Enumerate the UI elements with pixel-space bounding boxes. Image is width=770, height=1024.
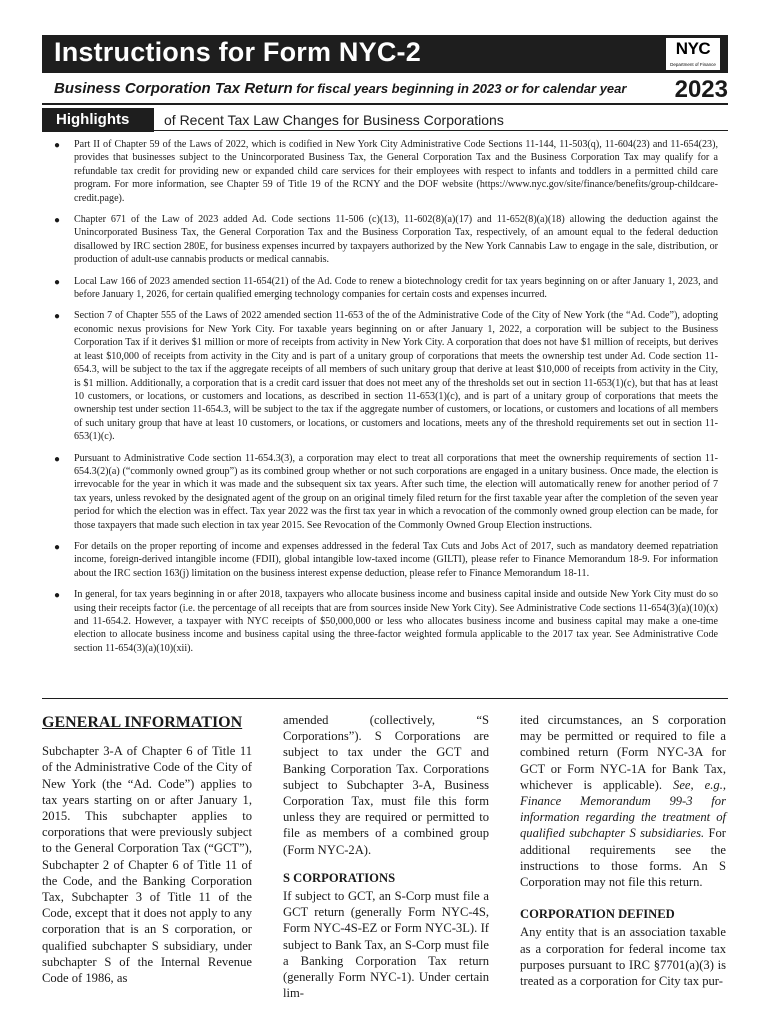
- divider: [42, 698, 728, 699]
- subtitle-row: [54, 76, 728, 104]
- section-heading-s-corporations: S CORPORATIONS: [283, 870, 396, 885]
- list-item: [52, 275, 718, 302]
- bullet-icon: ●: [54, 215, 61, 227]
- divider: [42, 103, 728, 105]
- paragraph-text: For additional requirements see the instructions to those forms. An S Corporation may not file this return.: [520, 826, 726, 890]
- list-item: [52, 588, 718, 655]
- list-item-text: Section 7 of Chapter 555 of the Laws of 2022 amended section 11-653 of the of the Administrative Code of the City of New York (the “Ad. Code”), adopting economic nexus provisions for New York City. For taxable years beginning on or after January 1, 2022, a corporation will be subject to the Business Corporation Tax if it derives $1 million or more of receipts from activity in New York City. A corporation that does not have $1 million of receipts, but derives at least $10,000 of receipts from activity in the City and is part of a unitary group of corporations that meets the ownership test under Ad. Code section 11-654.3, will be subject to the tax if the aggregate receipts of all members of such unitary group that derive at least $10,000 of receipts from activity in the City, is $1 million. Additionally, a corporation that is a credit card issuer that does not meet any of the thresholds set out in section 11-653(1)(c), but that has at least 10 customers, or locations, or customers and locations, as described in section 11-653(1)(c), and is part of a unitary group of corporations that meets the ownership test under section 11-654.3, will be subject to the tax if the aggregate number of customers, or locations, or customers and locations of all members of such unitary group that have at least 10 customers, or locations, or customers and locations, meets any of the threshold requirements set out in section 11-653(1)(c).: [74, 310, 718, 443]
- page-title: Instructions for Form NYC-2: [54, 37, 421, 67]
- list-item-text: Chapter 671 of the Law of 2023 added Ad. Code sections 11-506 (c)(13), 11-602(8)(a)(17) and 11-652(8)(a)(18) allowing the deduction against the Unincorporated Business Tax, the General Corporation Tax and the Business Corporation Tax, respectively, of an amount equal to the federal deduction disallowed by IRC section 280E, for business expenses incurred by taxpayers authorized by the New York Cannabis Law to engage in the sale, distribution, or production of adult-use cannabis products or medical cannabis.: [74, 214, 718, 266]
- section-heading-corporation-defined: CORPORATION DEFINED: [520, 907, 675, 922]
- list-item-text: Local Law 166 of 2023 amended section 11-654(21) of the Ad. Code to renew a biotechnology credit for tax years beginning on or after January 1, 2023, and before January 1, 2026, for certain qualified emerging technology companies for certain costs and expenses incurred.: [74, 275, 718, 301]
- nyc-logo: [666, 38, 720, 70]
- list-item-text: In general, for tax years beginning in or after 2018, taxpayers who allocate business income and business capital inside and outside New York City must do so using their receipts factor (i.e. the percentage of all receipts that are from sources inside New York City). See Administrative Code sections 11-654(3)(a)(10)(x) and 11-654.2. However, a taxpayer with NYC receipts of $50,000,000 or less who allocates business income and business capital may make a one-time election to allocate business income and business capital using the three-factor weighted formula applicable to the 2017 tax year. See Administrative Code section 11-654(3)(a)(10)(xii).: [74, 589, 718, 654]
- list-item-text: Part II of Chapter 59 of the Laws of 2022, which is codified in New York City Administrative Code Sections 11-144, 11-503(q), 11-604(23) and 11-654(23), provides that businesses subject to the Unincorporated Business Tax, the General Corporation Tax and the Business Corporation Tax may qualify for a refundable tax credit for providing new or expanded child care services for their employees with respect to infants and toddlers in a permitted child care program. For more information, see Chapter 59 of Title 19 of the RCNY and the DOF website (https://www.nyc.gov/site/finance/benefits/group-childcare-credit.page).: [74, 139, 718, 204]
- divider: [154, 130, 728, 131]
- paragraph: If subject to GCT, an S-Corp must file a GCT return (generally Form NYC-4S, Form NYC-4S-EZ or Form NYC-3L). If subject to Bank Tax, an S-Corp must file a Banking Corporation Tax return (generally Form NYC-1). Under certain lim-: [283, 889, 489, 1001]
- subtitle-rest: for fiscal years beginning in 2023 or for calendar year: [292, 81, 627, 96]
- bullet-icon: ●: [54, 311, 61, 323]
- logo-subtext: Department of Finance: [670, 62, 716, 67]
- highlights-header: [42, 108, 728, 132]
- logo-mark: NYC: [675, 39, 711, 58]
- column-2: [283, 712, 489, 1001]
- section-heading-general: GENERAL INFORMATION: [42, 714, 243, 731]
- subtitle: [54, 80, 626, 97]
- column-3: [520, 712, 726, 989]
- list-item-text: Pursuant to Administrative Code section 11-654.3(3), a corporation may elect to treat all corporations that meet the ownership requirements of section 11-654.3(2)(a) (“commonly owned group”) as its combined group whether or not such corporations are engaged in a unitary business. Once made, the election is irrevocable for the year in which it was made and the subsequent six tax years. After such time, the election will automatically renew for another period of 7 tax years, unless revoked by the designated agent of the group on an original timely filed return for the first taxable year after the completion of the seven year period for which the election was in effect. Tax year 2022 was the first tax year in which a revocation of the commonly owned group election can be made, for those taxpayers that made such election in tax year 2015. See Revocation of the Commonly Owned Group Election instructions.: [74, 452, 718, 531]
- bullet-icon: ●: [54, 590, 61, 602]
- subtitle-main: Business Corporation Tax Return: [54, 80, 293, 97]
- tax-year: 2023: [674, 76, 728, 103]
- list-item: [52, 138, 718, 205]
- paragraph: [520, 712, 726, 890]
- paragraph: amended (collectively, “S Corporations”). S Corporations are subject to tax under the GCT and Banking Corporation Tax. Corporations subject to Subchapter 3-A, Business Corporation Tax, must file this form unless they are required or permitted to file as members of a combined group (Form NYC-2A).: [283, 713, 489, 857]
- list-item: [52, 452, 718, 532]
- highlights-title: of Recent Tax Law Changes for Business Corporations: [164, 112, 504, 128]
- highlights-list: [52, 138, 718, 663]
- paragraph: Any entity that is an association taxable as a corporation for federal income tax purposes pursuant to IRC §7701(a)(3) is treated as a corporation for City tax pur-: [520, 925, 726, 989]
- bullet-icon: ●: [54, 140, 61, 151]
- column-1: [42, 712, 252, 986]
- list-item: [52, 309, 718, 443]
- bullet-icon: ●: [54, 453, 61, 465]
- bullet-icon: ●: [54, 541, 61, 553]
- paragraph: Subchapter 3-A of Chapter 6 of Title 11 of the Administrative Code of the City of New York (the “Ad. Code”) applies to tax years starting on or after January 1, 2015. This subchapter applies to corporations that were previously subject to the General Corporation Tax (“GCT”), Subchapter 2 of Chapter 6 of Title 11 of the Code, and the Banking Corporation Tax, Subchapter 3 of Title 11 of the Code, except that it does not apply to any corporation that is an S corporation, or qualified subchapter S subsidiary, under subchapter S of the Internal Revenue Code of 1986, as: [42, 744, 252, 986]
- highlights-tab: Highlights: [42, 108, 154, 132]
- title-bar: [42, 35, 728, 73]
- paragraph-text: ited circumstances, an S corporation may be permitted or required to file a combined return (Form NYC-3A for GCT or Form NYC-1A for Bank Tax, whichever is applicable).: [520, 713, 726, 792]
- list-item-text: For details on the proper reporting of income and expenses addressed in the federal Tax Cuts and Jobs Act of 2017, such as mandatory deemed repatriation income, foreign-derived intangible income (FDII), global intangible low-taxed income (GILTI), please refer to Finance Memorandum 18-9. For information about the IRC section 163(j) limitation on the business interest expense deduction, please refer to Finance Memorandum 18-11.: [74, 540, 718, 579]
- bullet-icon: ●: [54, 276, 61, 288]
- paragraph-italic: See, e.g., Finance Memorandum 99-3 for information regarding the treatment of qualified subchapter S subsidiaries.: [520, 777, 726, 841]
- list-item: [52, 540, 718, 580]
- list-item: [52, 213, 718, 267]
